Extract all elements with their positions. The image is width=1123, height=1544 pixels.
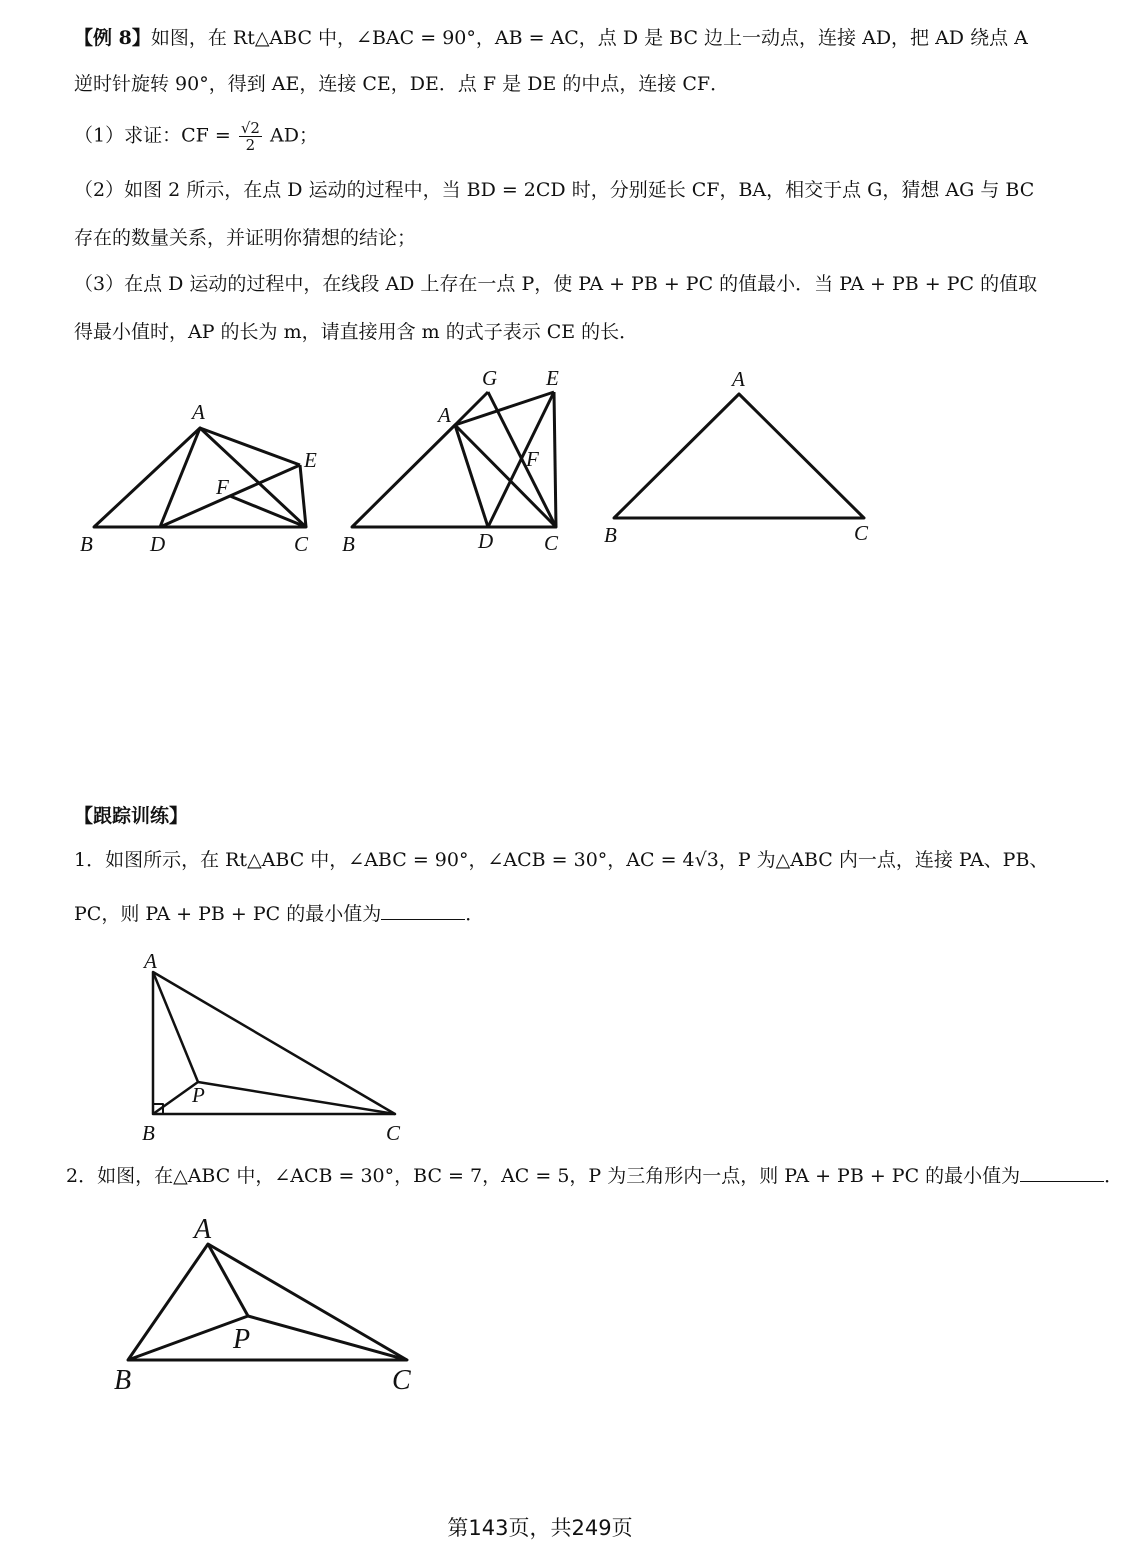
q2-figure (100, 1208, 440, 1408)
fig1-label-a: A (192, 400, 205, 424)
q1-figure (120, 942, 420, 1152)
example8-part2-line1: （2）如图 2 所示，在点 D 运动的过程中，当 BD = 2CD 时，分别延长 CF，BA，相交于点 G，猜想 AG 与 BC (74, 179, 1035, 201)
practice-q2 (66, 1162, 1123, 1190)
q2-label-a: A (194, 1214, 212, 1245)
practice-q1-line1: 1．如图所示，在 Rt△ABC 中，∠ABC = 90°，∠ACB = 30°，AC = 4√3，P 为△ABC 内一点，连接 PA、PB、 (74, 849, 1049, 871)
q2-segment-pc (248, 1316, 407, 1360)
figure-2-svg (338, 360, 578, 560)
example8-part3-line1: （3）在点 D 运动的过程中，在线段 AD 上存在一点 P，使 PA + PB + PC 的值最小．当 PA + PB + PC 的值取 (74, 273, 1038, 295)
q2-label-b: B (114, 1365, 132, 1396)
example8-part2-line2: 存在的数量关系，并证明你猜想的结论； (74, 227, 417, 249)
fig2-label-a: A (438, 403, 451, 427)
triangle-abc-2 (352, 425, 556, 527)
segment-ce-2 (554, 392, 556, 527)
sqrt2-over-2-fraction (239, 120, 262, 153)
q1-label-a: A (144, 949, 157, 973)
fig2-label-b: B (342, 532, 355, 556)
figure-3 (596, 364, 886, 554)
fig2-label-d: D (478, 529, 494, 553)
example8-line1 (74, 24, 1042, 52)
fig1-label-d: D (150, 532, 166, 556)
figure-1-svg (70, 390, 330, 560)
q1-triangle-abc (153, 972, 395, 1114)
fraction-numerator: √2 (240, 119, 260, 137)
figure-3-svg (596, 364, 886, 554)
figure-1 (70, 390, 330, 560)
fig2-label-e: E (546, 366, 559, 390)
triangle-abc-3 (614, 394, 864, 518)
example8-tag: 【例 8】 (74, 27, 151, 49)
q2-label-p: P (233, 1324, 251, 1355)
q1-segment-pa (153, 972, 198, 1082)
example8-part3-line2: 得最小值时，AP 的长为 m，请直接用含 m 的式子表示 CE 的长． (74, 321, 639, 343)
segment-ce (300, 465, 306, 527)
example8-line2: 逆时针旋转 90°，得到 AE，连接 CE，DE．点 F 是 DE 的中点，连接 CF． (74, 73, 730, 95)
figure-2 (338, 360, 578, 560)
segment-ae (200, 428, 300, 465)
part1-prefix: （1）求证：CF = (74, 124, 231, 147)
fig3-label-a: A (732, 367, 745, 391)
part1-suffix: AD； (269, 124, 318, 147)
segment-cf (230, 496, 306, 527)
q1-suffix: ． (465, 903, 485, 925)
fig1-label-e: E (304, 448, 317, 472)
example8-statement-1: 如图，在 Rt△ABC 中，∠BAC = 90°，AB = AC，点 D 是 BC 边上一动点，连接 AD，把 AD 绕点 A (150, 27, 1028, 49)
q2-answer-blank[interactable] (1020, 1163, 1104, 1182)
page-footer: 第143页，共249页 (447, 1516, 633, 1540)
q1-answer-blank[interactable] (381, 901, 465, 920)
q2-suffix: ． (1104, 1165, 1123, 1187)
q2-triangle-abc (128, 1244, 407, 1360)
q2-figure-svg (100, 1208, 440, 1408)
fig2-label-c: C (544, 531, 559, 555)
q1-label-p: P (192, 1083, 205, 1107)
q2-text: 2．如图，在△ABC 中，∠ACB = 30°，BC = 7，AC = 5，P 为三角形内一点，则 PA + PB + PC 的最小值为 (66, 1165, 1021, 1187)
q2-segment-pb (128, 1316, 251, 1360)
example8-part1 (74, 120, 1042, 153)
fig1-label-b: B (80, 532, 93, 556)
fig2-label-f: F (526, 447, 539, 471)
q1-label-b: B (142, 1121, 155, 1145)
q1-figure-svg (120, 942, 420, 1152)
fig2-label-g: G (482, 366, 498, 390)
fraction-denominator: 2 (245, 136, 256, 154)
q1-label-c: C (386, 1121, 401, 1145)
fig3-label-b: B (604, 523, 617, 547)
fig1-label-f: F (216, 475, 229, 499)
fig1-label-c: C (294, 532, 309, 556)
practice-q1-line2 (74, 900, 1042, 928)
q2-label-c: C (392, 1365, 411, 1396)
q1-prefix: PC，则 PA + PB + PC 的最小值为 (74, 903, 382, 925)
practice-heading: 【跟踪训练】 (74, 805, 189, 827)
fig3-label-c: C (854, 521, 869, 545)
